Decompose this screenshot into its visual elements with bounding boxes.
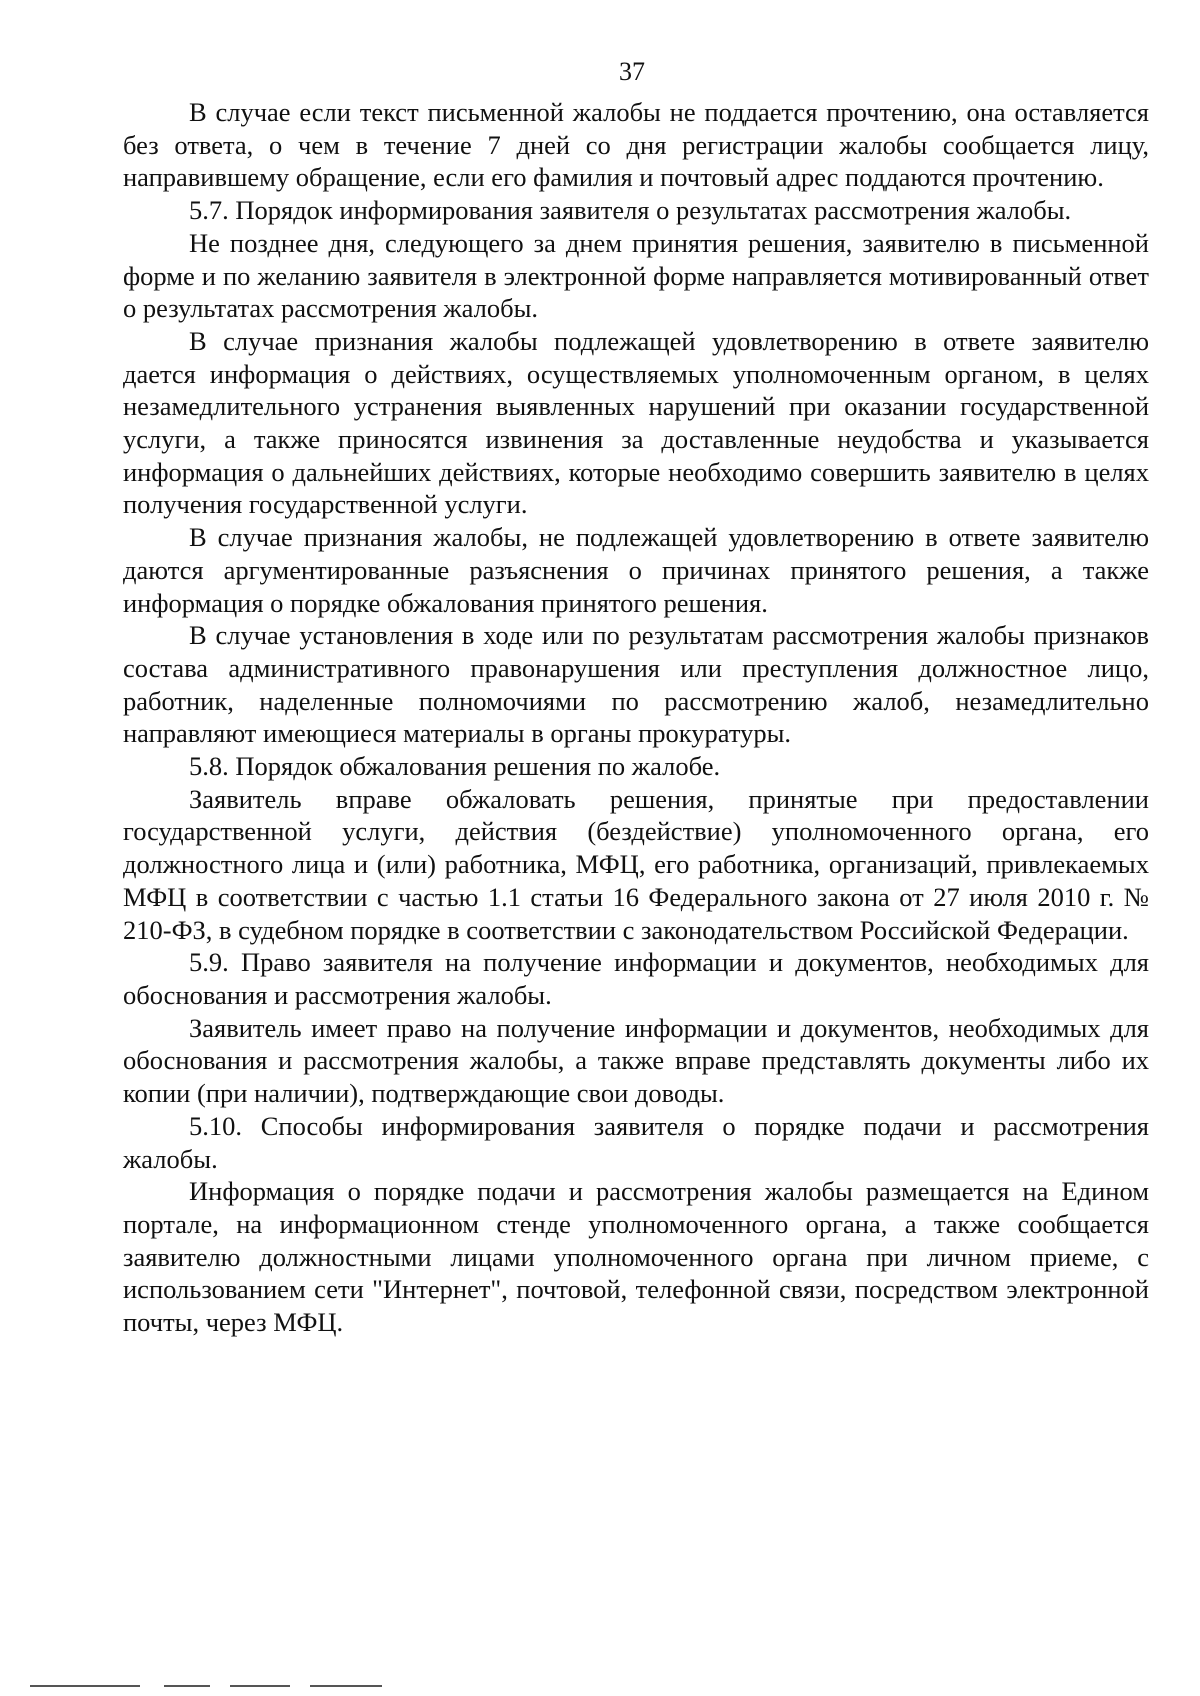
section-heading-5-9: 5.9. Право заявителя на получение информации и документов, необходимых для обоснования и рассмотрения жалобы.: [123, 947, 1149, 1010]
paragraph-response-deadline: Не позднее дня, следующего за днем принятия решения, заявителю в письменной форме и по желанию заявителя в электронной форме направляется мотивированный ответ о результатах рассмотрения жалобы.: [123, 227, 1149, 324]
paragraph-complaint-rejected: В случае признания жалобы, не подлежащей удовлетворению в ответе заявителю даются аргументированные разъяснения о причинах принятого решения, а также информация о порядке обжалования принятого решения.: [123, 522, 1149, 618]
paragraph-offense-signs: В случае установления в ходе или по результатам рассмотрения жалобы признаков состава административного правонарушения или преступления должностное лицо, работник, наделенные полномочиями по рассмотрению жалоб, незамедлительно направляют имеющиеся материалы в органы прокуратуры.: [123, 620, 1149, 749]
paragraph-unreadable-complaint: В случае если текст письменной жалобы не поддается прочтению, она оставляется без ответа, о чем в течение 7 дней со дня регистрации жалобы сообщается лицу, направившему обращение, если его фамилия и почтовый адрес поддаются прочтению.: [123, 97, 1149, 193]
paragraph-court-appeal: Заявитель вправе обжаловать решения, принятые при предоставлении государственной услуги, действия (бездействие) уполномоченного органа, его должностного лица и (или) работника, МФЦ, его работника, организаций, привлекаемых МФЦ в соответствии с частью 1.1 статьи 16 Федерального закона от 27 июля 2010 г. № 210-ФЗ, в судебном порядке в соответствии с законодательством Российской Федерации.: [123, 783, 1149, 945]
paragraph-complaint-satisfied: В случае признания жалобы подлежащей удовлетворению в ответе заявителю дается информация о действиях, осуществляемых уполномоченным органом, в целях незамедлительного устранения выявленных нарушений при оказании государственной услуги, а также приносятся извинения за доставленные неудобства и указывается информация о дальнейших действиях, которые необходимо совершить заявителю в целях получения государственной услуги.: [123, 325, 1149, 520]
page-number: 37: [619, 57, 645, 86]
scan-edge-lines: [30, 1683, 390, 1689]
paragraph-information-channels: Информация о порядке подачи и рассмотрения жалобы размещается на Едином портале, на информационном стенде уполномоченного органа, а также сообщается заявителю должностными лицами уполномоченного органа при личном приеме, с использованием сети "Интернет", почтовой, телефонной связи, посредством электронной почты, через МФЦ.: [123, 1176, 1149, 1338]
document-body: [123, 96, 1149, 1339]
paragraph-right-to-information: Заявитель имеет право на получение информации и документов, необходимых для обоснования и рассмотрения жалобы, а также вправе представлять документы либо их копии (при наличии), подтверждающие свои доводы.: [123, 1012, 1149, 1109]
section-heading-5-7: 5.7. Порядок информирования заявителя о результатах рассмотрения жалобы.: [189, 195, 1072, 226]
section-heading-5-10: 5.10. Способы информирования заявителя о порядке подачи и рассмотрения жалобы.: [123, 1110, 1149, 1174]
section-heading-5-8: 5.8. Порядок обжалования решения по жалобе.: [189, 751, 721, 782]
